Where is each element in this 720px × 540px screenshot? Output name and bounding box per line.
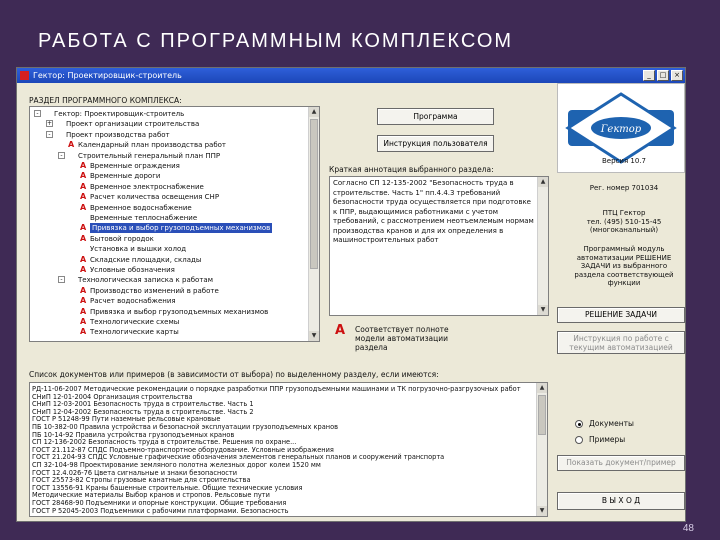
version-text: Версия 10.7 (602, 157, 646, 165)
automation-icon: A (80, 285, 87, 295)
tree-item-label: Бытовой городок (90, 234, 154, 243)
app-window (16, 67, 686, 522)
automation-icon: A (80, 265, 87, 274)
automation-icon: A (80, 181, 87, 191)
tree-item-label: Временное водоснабжение (90, 203, 192, 212)
document-row[interactable]: ГОСТ 21.112-87 СПДС Подъемно-транспортное оборудование. Условные изображения (32, 445, 334, 454)
tree-item[interactable] (30, 327, 307, 337)
scroll-down-icon[interactable]: ▼ (309, 331, 319, 341)
tree-item-label: Привязка и выбор грузоподъемных механизмов (90, 307, 269, 316)
tree-item-label: Календарный план производства работ (78, 141, 227, 150)
tree-item[interactable] (30, 161, 307, 171)
tree-item[interactable] (30, 203, 307, 213)
tree-item[interactable] (30, 140, 307, 150)
document-row[interactable]: ГОСТ Р 51248-99 Пути наземные рельсовые крановые (32, 415, 221, 424)
tree-item-label: Временные ограждения (90, 162, 180, 170)
automation-icon: A (80, 317, 87, 326)
tree-item[interactable] (30, 255, 307, 265)
slide-title: РАБОТА С ПРОГРАММНЫМ КОМПЛЕКСОМ (38, 30, 514, 52)
tree-item[interactable] (30, 275, 307, 285)
tree-item-label: Временное электроснабжение (90, 182, 204, 191)
tree-item[interactable] (30, 130, 307, 140)
section-label: РАЗДЕЛ ПРОГРАММНОГО КОМПЛЕКСА: (29, 96, 182, 105)
automation-icon: A (80, 296, 87, 306)
automation-icon: A (80, 327, 87, 337)
documents-radio-label[interactable]: Документы (589, 419, 634, 428)
tree-item-label: Складские площадки, склады (90, 255, 202, 264)
scroll-up-icon[interactable]: ▲ (309, 107, 319, 117)
document-row[interactable]: СНиП 12-01-2004 Организация строительства (32, 392, 193, 401)
tree-item[interactable] (30, 192, 307, 202)
description-text: Согласно СП 12-135-2002 "Безопасность труда в строительстве. Часть 1" пп.4.4.3 требований безопасности труда осуществляется при подготовке к ППР, выдающимися работниками с учетом требований, с рассмотрением неотъемлемым нормам производства кранов и для их определения в машиностроительных работ (333, 179, 534, 244)
document-row[interactable]: СП 32-104-98 Проектирование земляного полотна железных дорог колеи 1520 мм (32, 461, 321, 469)
collapse-icon[interactable]: - (46, 131, 53, 138)
document-row[interactable]: СНиП 12-03-2001 Безопасность труда в строительстве. Часть 1 (32, 400, 254, 409)
module-description: Программный модуль автоматизации РЕШЕНИЕ ЗАДАЧИ из выбранного раздела соответствующей функции (574, 245, 674, 287)
collapse-icon[interactable]: - (58, 152, 65, 159)
tree-item[interactable] (30, 109, 307, 119)
tree-item-label: Условные обозначения (90, 266, 175, 274)
automation-note: Соответствует полноте модели автоматизации раздела (355, 325, 449, 352)
tree-item-label: Технологические карты (90, 328, 179, 337)
tree-item-label: Технологические схемы (90, 318, 180, 326)
tree-item[interactable] (30, 223, 307, 233)
documents-label: Список документов или примеров (в зависимости от выбора) по выделенному разделу, если имеются: (29, 370, 439, 379)
document-row[interactable]: ГОСТ 12.4.026-76 Цвета сигнальные и знаки безопасности (32, 468, 238, 477)
description-scrollbar[interactable] (537, 177, 548, 315)
solve-task-button[interactable]: РЕШЕНИЕ ЗАДАЧИ (557, 307, 685, 323)
document-row[interactable]: СНиП 12-04-2002 Безопасность труда в строительстве. Часть 2 (32, 407, 254, 416)
reg-number-text: Рег. номер 701034 (589, 184, 659, 192)
document-row[interactable]: ГОСТ 21.204-93 СПДС Условные графические обозначения элементов генеральных планов и сооружений транспорта (32, 453, 445, 462)
document-row[interactable]: ГОСТ 13556-91 Краны башенные строительные. Общие технические условия (32, 483, 303, 492)
programs-button[interactable]: Программа (377, 108, 494, 125)
window-title: Гектор: Проектировщик-строитель (33, 71, 182, 80)
user-guide-button[interactable]: Инструкция пользователя (377, 135, 494, 152)
description-label: Краткая аннотация выбранного раздела: (329, 165, 494, 174)
documents-scrollbar[interactable] (536, 383, 547, 516)
automation-icon: A (80, 306, 87, 316)
document-row[interactable]: СП 12-136-2002 Безопасность труда в строительстве. Решения по охране... (32, 438, 297, 447)
automation-icon: A (80, 254, 87, 264)
tree-item-label: Временные теплоснабжение (90, 214, 198, 222)
exit-button[interactable]: В Ы Х О Д (557, 492, 685, 510)
tree-item[interactable] (30, 182, 307, 192)
show-example-button[interactable]: Показать документ/пример (557, 455, 685, 471)
document-row[interactable]: ГОСТ Р 52045-2003 Подъемники с рабочими платформами. Безопасность (32, 506, 289, 515)
svg-text:Гектор: Гектор (600, 124, 642, 135)
task-instruction-button[interactable]: Инструкция по работе с текущим автоматизацией (557, 331, 685, 354)
tree-item-label: Расчет водоснабжения (90, 297, 176, 306)
document-row[interactable]: ГОСТ 25573-82 Стропы грузовые канатные для строительства (32, 476, 251, 485)
section-tree[interactable] (29, 106, 320, 342)
scroll-thumb[interactable] (310, 119, 318, 269)
maximize-icon[interactable]: □ (657, 70, 669, 81)
automation-icon: A (335, 323, 346, 338)
tree-item[interactable] (30, 317, 307, 327)
tree-item-label: Расчет количества освещения СНР (90, 193, 220, 202)
tree-item-label: Строительный генеральный план ППР (78, 151, 221, 160)
tree-item[interactable] (30, 296, 307, 306)
tree-item-label: Привязка и выбор грузоподъемных механизмов (92, 224, 271, 233)
document-row[interactable]: Методические материалы Выбор кранов и стропов. Рельсовые пути (32, 491, 270, 500)
document-row[interactable]: ГОСТ 28468-90 Подъемники и опорные конструкции. Общие требования (32, 499, 287, 507)
collapse-icon[interactable]: - (34, 110, 41, 117)
tree-item-label: Проект производства работ (66, 130, 170, 139)
documents-list[interactable] (29, 382, 548, 517)
documents-radio[interactable] (575, 420, 583, 428)
slide-number: 48 (682, 523, 694, 534)
app-icon (20, 71, 29, 80)
tree-item-label: Установка и вышки холод (90, 245, 187, 254)
minimize-icon[interactable]: _ (643, 70, 655, 81)
expand-icon[interactable]: + (47, 120, 53, 128)
document-row[interactable]: РД-11-06-2007 Методические рекомендации о порядке разработки ППР грузоподъемными машинами и ТК погрузочно-разгрузочных работ (32, 385, 521, 393)
tree-item[interactable] (30, 151, 307, 161)
window-titlebar (17, 68, 685, 83)
description-box (329, 176, 549, 316)
automation-icon: A (80, 161, 87, 170)
tree-item[interactable] (30, 265, 307, 275)
tree-item[interactable] (30, 244, 307, 254)
tree-item[interactable] (30, 286, 307, 296)
automation-icon: A (80, 202, 87, 212)
document-row[interactable]: ПБ 10-14-92 Правила устройства грузоподъемных кранов (32, 430, 235, 439)
tree-item[interactable] (30, 234, 307, 244)
tree-item-label: Временные дороги (90, 172, 161, 181)
examples-radio-label[interactable]: Примеры (589, 435, 626, 444)
automation-icon: A (80, 192, 87, 202)
tree-item[interactable] (30, 307, 307, 317)
close-icon[interactable]: × (671, 70, 683, 81)
tree-item-label: Технологическая записка к работам (78, 276, 213, 285)
collapse-icon[interactable]: - (58, 276, 65, 283)
document-row[interactable]: ПБ 10-382-00 Правила устройства и безопасной эксплуатации грузоподъемных кранов (32, 423, 338, 431)
automation-icon: A (80, 223, 87, 233)
tree-scrollbar[interactable] (308, 107, 319, 341)
tree-item[interactable] (30, 119, 307, 129)
tree-item-label: Гектор: Проектировщик-строитель (54, 110, 185, 118)
company-text: ПТЦ Гектор тел. (495) 510-15-45 (многоканальный) (586, 209, 662, 234)
tree-item[interactable] (30, 171, 307, 181)
scroll-up-icon[interactable]: ▲ (538, 177, 548, 187)
tree-item-label: Проект организации строительства (66, 120, 200, 129)
automation-icon: A (80, 233, 87, 243)
scroll-up-icon[interactable]: ▲ (537, 383, 547, 393)
tree-item[interactable] (30, 213, 307, 223)
automation-icon: A (68, 140, 75, 150)
scroll-down-icon[interactable]: ▼ (537, 506, 547, 516)
scroll-thumb[interactable] (538, 395, 546, 435)
tree-item-label: Производство изменений в работе (90, 286, 219, 295)
automation-icon: A (80, 171, 87, 181)
scroll-down-icon[interactable]: ▼ (538, 305, 548, 315)
examples-radio[interactable] (575, 436, 583, 444)
